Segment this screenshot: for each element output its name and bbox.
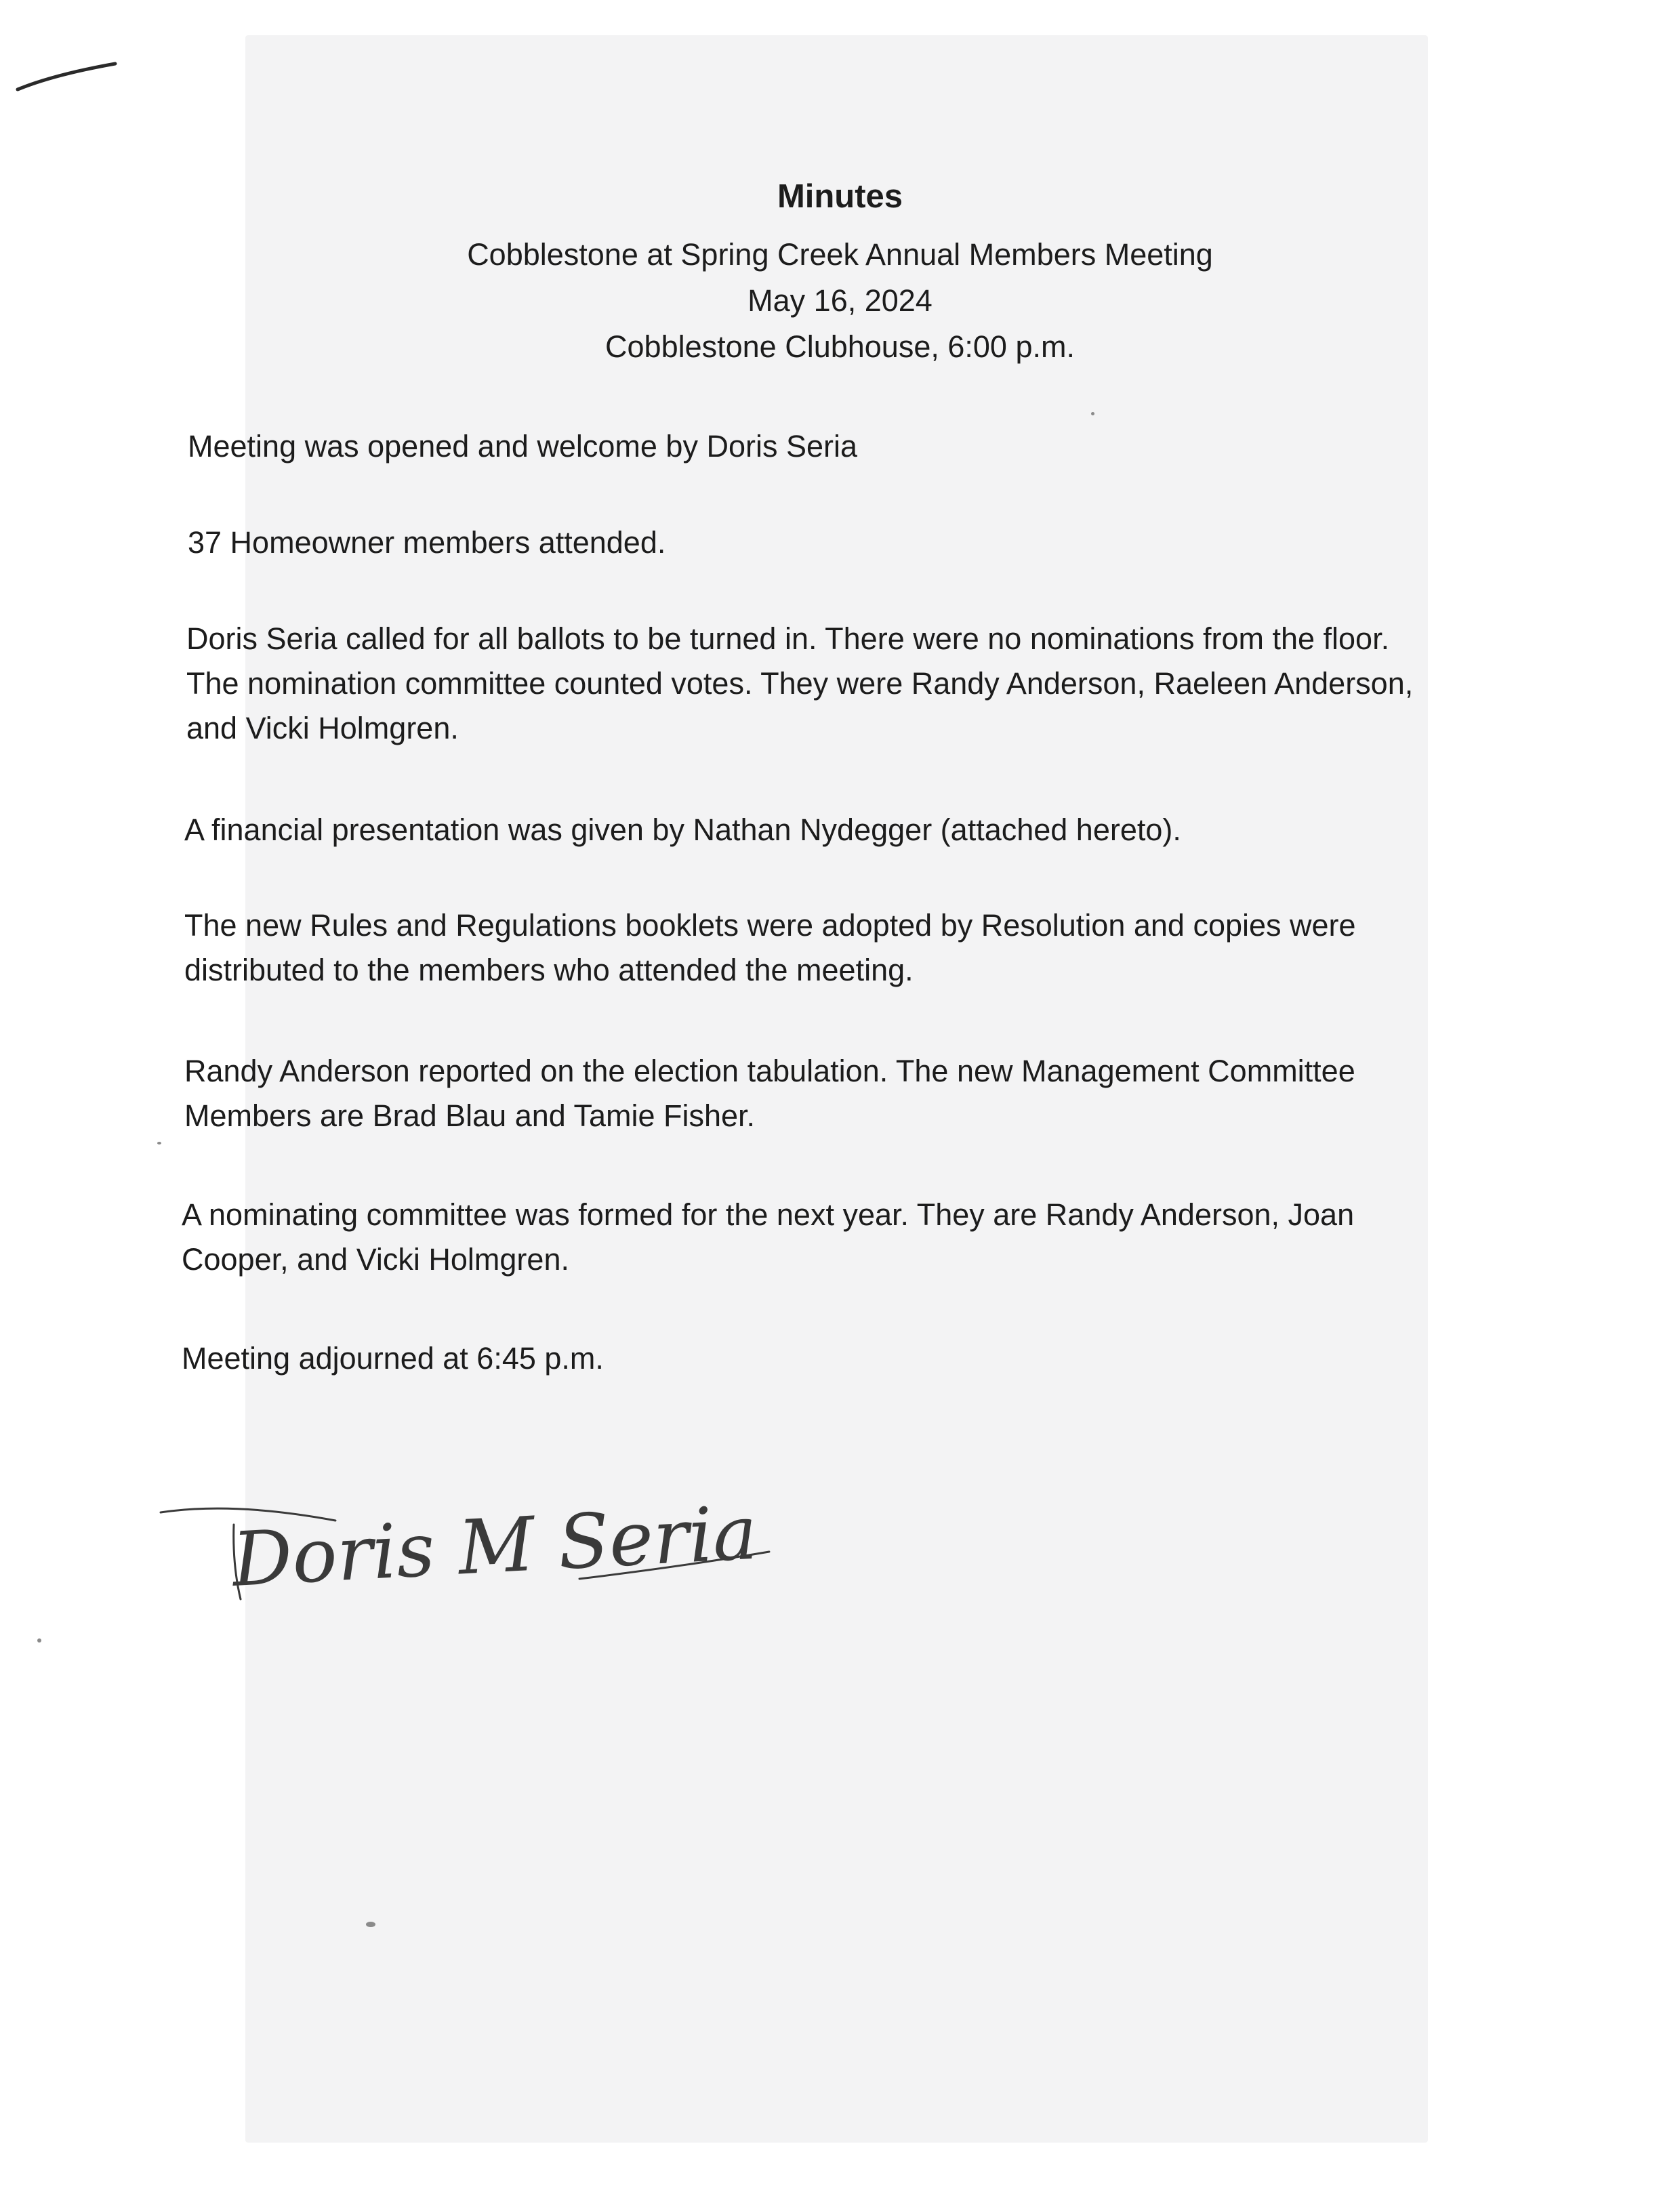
paragraph-line: The new Rules and Regulations booklets were adopted by Resolution and copies were [184,908,1356,943]
paragraph-line: Cooper, and Vicki Holmgren. [182,1242,569,1277]
signature-text: Doris M Seria [230,1489,760,1603]
paragraph-line: A nominating committee was formed for the next year. They are Randy Anderson, Joan [182,1197,1355,1232]
paragraph-line: A financial presentation was given by Nathan Nydegger (attached hereto). [184,812,1181,847]
paragraph-opening [188,424,1516,469]
paragraph-financial [184,808,1513,852]
paragraph-attendance [188,520,1516,565]
scan-speck [157,1142,161,1144]
meeting-location-time: Cobblestone Clubhouse, 6:00 p.m. [605,329,1075,364]
scan-edge-blur [0,664,54,820]
scan-edge-blur [1626,664,1680,820]
scan-speck [1091,412,1094,415]
meeting-name: Cobblestone at Spring Creek Annual Members Meeting [467,237,1213,272]
paragraph-line: The nomination committee counted votes. They were Randy Anderson, Raeleen Anderson, [186,666,1414,701]
scan-edge-blur [0,1559,54,1714]
paragraph-rules [184,903,1513,993]
paragraph-line: Meeting adjourned at 6:45 p.m. [182,1341,604,1376]
scan-edge-blur [1626,1559,1680,1714]
document-title: Minutes [777,178,903,215]
scan-speck [366,1922,375,1927]
stray-pen-mark [14,54,122,95]
paragraph-line: Randy Anderson reported on the election tabulation. The new Management Committee [184,1054,1355,1088]
scan-speck [37,1638,41,1643]
scan-edge-blur [0,2006,54,2162]
scan-edge-blur [0,1118,54,1274]
paragraph-line: Meeting was opened and welcome by Doris Seria [188,429,858,463]
handwritten-signature [152,1477,790,1626]
paragraph-line: Doris Seria called for all ballots to be turned in. There were no nominations from the floor. [186,621,1390,656]
scan-edge-blur [1626,1118,1680,1274]
meeting-date: May 16, 2024 [747,283,933,318]
paragraph-election [184,1049,1513,1138]
paragraph-line: 37 Homeowner members attended. [188,525,666,560]
paragraph-ballots [186,617,1515,751]
paragraph-line: Members are Brad Blau and Tamie Fisher. [184,1098,756,1133]
paragraph-nominating [182,1193,1510,1282]
paragraph-line: distributed to the members who attended the meeting. [184,953,914,987]
paragraph-adjourned [182,1336,1510,1381]
scan-edge-blur [1626,2006,1680,2162]
paragraph-line: and Vicki Holmgren. [186,711,459,745]
